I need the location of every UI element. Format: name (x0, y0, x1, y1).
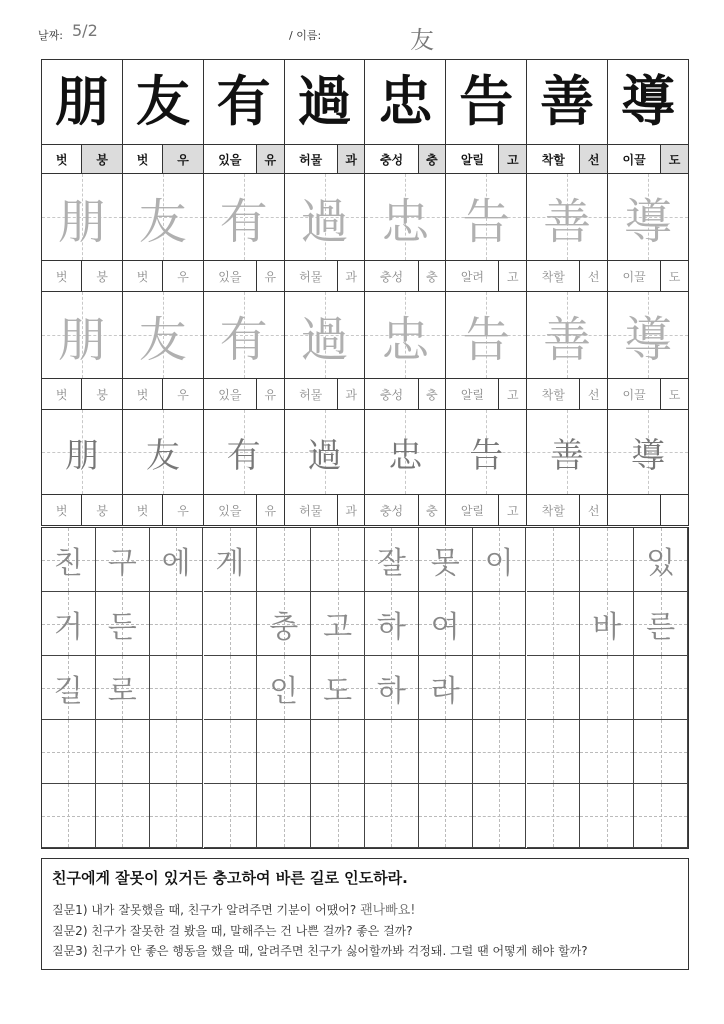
meaning-cell: 허물 (284, 495, 337, 526)
trace-char: 導 (624, 193, 673, 250)
grid-cell (527, 720, 581, 784)
grid-cell (634, 784, 688, 848)
sound-cell: 우 (163, 261, 203, 292)
grid-cell (96, 784, 150, 848)
grid-char: 구 (107, 545, 137, 581)
trace-cell (527, 292, 608, 379)
meaning-cell: 착할 (527, 379, 580, 410)
grid-cell (42, 528, 96, 592)
grid-cell (257, 528, 311, 592)
sound-cell: 선 (580, 379, 608, 410)
grid-cell (311, 592, 365, 656)
grid-cell (580, 784, 634, 848)
grid-cell (311, 784, 365, 848)
trace-char: 導 (631, 435, 666, 476)
grid-cell (419, 528, 473, 592)
grid-cell (580, 592, 634, 656)
meaning-cell (608, 495, 661, 526)
grid-char: 여 (430, 609, 460, 645)
hanja-char: 朋 (54, 70, 109, 133)
trace-cell (527, 174, 608, 261)
grid-char (473, 784, 526, 847)
sound-cell: 유 (256, 495, 284, 526)
grid-cell (42, 656, 96, 720)
trace-char: 告 (462, 193, 511, 250)
grid-char (150, 784, 203, 847)
grid-char (150, 592, 203, 655)
grid-cell (419, 720, 473, 784)
grid-char: 바 (592, 609, 622, 645)
grid-char (257, 528, 310, 591)
grid-char: 친 (53, 545, 83, 581)
trace-cell (608, 410, 689, 495)
meaning-cell: 착할 (527, 145, 580, 174)
trace-char: 朋 (64, 435, 99, 476)
grid-char (580, 784, 633, 847)
grid-cell (365, 656, 419, 720)
grid-char (634, 784, 687, 847)
grid-cell (150, 784, 204, 848)
grid-char: 잘 (376, 545, 406, 581)
grid-char (311, 720, 364, 783)
grid-char (580, 528, 633, 591)
grid-cell (473, 592, 527, 656)
grid-char (527, 656, 580, 719)
grid-cell (42, 720, 96, 784)
grid-char (473, 720, 526, 783)
trace-cell (284, 174, 365, 261)
grid-char (42, 720, 95, 783)
grid-cell (473, 656, 527, 720)
hanja-cell (446, 60, 527, 145)
grid-cell (150, 656, 204, 720)
grid-cell (150, 592, 204, 656)
grid-cell (204, 656, 258, 720)
trace-cell (284, 410, 365, 495)
trace-char: 有 (226, 435, 261, 476)
sound-cell: 충 (418, 495, 446, 526)
sound-cell: 충 (418, 261, 446, 292)
grid-char (96, 784, 149, 847)
hanja-char: 善 (540, 70, 595, 133)
trace-char: 朋 (57, 193, 106, 250)
meaning-cell: 알릴 (446, 495, 499, 526)
sound-cell: 붕 (82, 379, 122, 410)
trace-char: 告 (469, 435, 504, 476)
grid-cell (580, 720, 634, 784)
trace-row (42, 292, 689, 379)
grid-cell (527, 528, 581, 592)
meaning-cell: 이끌 (608, 261, 661, 292)
grid-char (527, 528, 580, 591)
trace-char: 善 (550, 435, 585, 476)
meaning-cell: 착할 (527, 495, 580, 526)
trace-char: 忠 (388, 435, 423, 476)
grid-cell (634, 592, 688, 656)
question-1-text: 질문1) 내가 잘못했을 때, 친구가 알려주면 기분이 어땠어? (52, 903, 357, 917)
sound-cell: 도 (661, 261, 689, 292)
hanja-char: 過 (297, 70, 352, 133)
grid-char (580, 656, 633, 719)
meaning-cell: 이끌 (608, 145, 661, 174)
trace-char: 友 (138, 193, 187, 250)
grid-cell (204, 592, 258, 656)
grid-cell (257, 784, 311, 848)
trace-char: 友 (138, 311, 187, 368)
grid-char (257, 784, 310, 847)
handwritten-meaning-row (42, 261, 689, 292)
grid-char (634, 656, 687, 719)
writing-grid (41, 527, 689, 849)
meaning-cell: 있을 (203, 495, 256, 526)
grid-cell (365, 720, 419, 784)
grid-cell (257, 720, 311, 784)
sound-cell: 선 (580, 261, 608, 292)
handwritten-meaning-row (42, 379, 689, 410)
trace-char: 過 (307, 435, 342, 476)
meaning-cell: 충성 (365, 145, 418, 174)
trace-cell (203, 292, 284, 379)
grid-cell (311, 528, 365, 592)
meaning-row (42, 145, 689, 174)
sound-cell: 붕 (82, 145, 122, 174)
meaning-cell: 벗 (42, 495, 82, 526)
trace-char: 忠 (381, 311, 430, 368)
sound-cell: 충 (418, 145, 446, 174)
trace-cell (284, 292, 365, 379)
trace-cell (365, 292, 446, 379)
sound-cell: 고 (499, 495, 527, 526)
grid-cell (419, 592, 473, 656)
trace-cell (203, 410, 284, 495)
trace-char: 導 (624, 311, 673, 368)
meaning-cell: 있을 (203, 379, 256, 410)
grid-char (204, 656, 257, 719)
meaning-cell: 허물 (284, 261, 337, 292)
name-scribble: 友 (410, 26, 434, 54)
sound-cell: 충 (418, 379, 446, 410)
trace-cell (608, 292, 689, 379)
grid-cell (204, 720, 258, 784)
grid-char (419, 720, 472, 783)
grid-cell (473, 720, 527, 784)
hanja-char: 友 (135, 70, 190, 133)
sound-cell: 유 (256, 379, 284, 410)
grid-cell (527, 592, 581, 656)
hanja-cell (365, 60, 446, 145)
grid-char: 른 (646, 609, 676, 645)
grid-char: 인 (269, 673, 299, 709)
trace-char: 有 (219, 311, 268, 368)
sound-cell: 과 (337, 379, 365, 410)
grid-cell (473, 528, 527, 592)
grid-char (473, 656, 526, 719)
trace-cell (446, 410, 527, 495)
trace-cell (42, 292, 123, 379)
grid-char: 하 (376, 609, 406, 645)
grid-cell (634, 720, 688, 784)
grid-cell (257, 592, 311, 656)
trace-cell (42, 410, 123, 495)
grid-char (42, 784, 95, 847)
meaning-cell: 충성 (365, 261, 418, 292)
hanja-char: 忠 (378, 70, 433, 133)
question-2: 질문2) 친구가 잘못한 걸 봤을 때, 말해주는 건 나쁜 걸까? 좋은 걸까? (52, 924, 413, 938)
meaning-cell: 충성 (365, 379, 418, 410)
grid-char (527, 720, 580, 783)
grid-char (365, 784, 418, 847)
grid-cell (365, 784, 419, 848)
grid-char (311, 528, 364, 591)
sound-cell: 붕 (82, 495, 122, 526)
grid-char (204, 784, 257, 847)
trace-cell (527, 410, 608, 495)
grid-char (204, 720, 257, 783)
grid-char: 못 (430, 545, 460, 581)
grid-char: 거 (53, 609, 83, 645)
grid-char: 라 (430, 673, 460, 709)
date-label: 날짜: (38, 29, 63, 42)
hanja-cell (608, 60, 689, 145)
grid-cell (634, 528, 688, 592)
grid-char (580, 720, 633, 783)
grid-char (365, 720, 418, 783)
trace-char: 善 (543, 311, 592, 368)
meaning-cell: 착할 (527, 261, 580, 292)
name-label: / 이름: (289, 29, 322, 42)
question-3: 질문3) 친구가 안 좋은 행동을 했을 때, 알려주면 친구가 싫어할까봐 걱정돼. 그럴 땐 어떻게 해야 할까? (52, 944, 588, 958)
trace-cell (446, 292, 527, 379)
question-box (41, 858, 689, 970)
grid-char (150, 720, 203, 783)
grid-cell (150, 720, 204, 784)
grid-cell (311, 720, 365, 784)
date-value: 5/2 (72, 21, 98, 40)
grid-char (634, 720, 687, 783)
grid-char: 로 (107, 673, 137, 709)
trace-char: 忠 (381, 193, 430, 250)
grid-char: 충 (269, 609, 299, 645)
grid-cell (365, 592, 419, 656)
hanja-cell (42, 60, 123, 145)
grid-cell (580, 528, 634, 592)
grid-cell (42, 592, 96, 656)
grid-char: 고 (323, 609, 353, 645)
sound-cell (661, 495, 689, 526)
grid-char: 든 (107, 609, 137, 645)
grid-cell (311, 656, 365, 720)
meaning-cell: 벗 (42, 261, 82, 292)
meaning-cell: 벗 (42, 145, 82, 174)
grid-char (257, 720, 310, 783)
sound-cell: 도 (661, 145, 689, 174)
grid-char: 있 (646, 545, 676, 581)
grid-char (527, 784, 580, 847)
trace-cell (203, 174, 284, 261)
grid-cell (527, 656, 581, 720)
trace-char: 朋 (57, 311, 106, 368)
sound-cell: 붕 (82, 261, 122, 292)
grid-cell (96, 592, 150, 656)
meaning-cell: 알려 (446, 261, 499, 292)
grid-cell (580, 656, 634, 720)
grid-char (96, 720, 149, 783)
grid-cell (150, 528, 204, 592)
sound-cell: 과 (337, 261, 365, 292)
trace-char: 過 (300, 193, 349, 250)
grid-cell (365, 528, 419, 592)
hanja-row (42, 60, 689, 145)
trace-char: 善 (543, 193, 592, 250)
meaning-cell: 충성 (365, 495, 418, 526)
meaning-cell: 벗 (122, 379, 162, 410)
trace-char: 有 (219, 193, 268, 250)
grid-char (311, 784, 364, 847)
meaning-cell: 이끌 (608, 379, 661, 410)
trace-cell (608, 174, 689, 261)
trace-cell (122, 174, 203, 261)
trace-cell (122, 410, 203, 495)
grid-cell (204, 528, 258, 592)
grid-cell (96, 528, 150, 592)
meaning-cell: 벗 (122, 145, 162, 174)
grid-cell (473, 784, 527, 848)
copy-row (42, 410, 689, 495)
grid-char: 도 (323, 673, 353, 709)
grid-char (150, 656, 203, 719)
trace-cell (42, 174, 123, 261)
grid-cell (96, 720, 150, 784)
sound-cell: 도 (661, 379, 689, 410)
meaning-cell: 있을 (203, 261, 256, 292)
meaning-cell: 벗 (122, 495, 162, 526)
question-1 (52, 900, 678, 921)
grid-char (204, 592, 257, 655)
grid-cell (527, 784, 581, 848)
grid-cell (42, 784, 96, 848)
meaning-cell: 벗 (42, 379, 82, 410)
sound-cell: 우 (163, 145, 203, 174)
sound-cell: 우 (163, 495, 203, 526)
sound-cell: 선 (580, 145, 608, 174)
grid-cell (419, 784, 473, 848)
grid-char (527, 592, 580, 655)
meaning-cell: 벗 (122, 261, 162, 292)
meaning-cell: 있을 (203, 145, 256, 174)
trace-char: 告 (462, 311, 511, 368)
grid-char (473, 592, 526, 655)
grid-cell (96, 656, 150, 720)
meaning-cell: 알릴 (446, 145, 499, 174)
trace-char: 友 (145, 435, 180, 476)
grid-char: 게 (215, 545, 245, 581)
trace-cell (365, 174, 446, 261)
grid-char: 길 (53, 673, 83, 709)
trace-cell (365, 410, 446, 495)
sound-cell: 고 (499, 379, 527, 410)
hanja-cell (122, 60, 203, 145)
answer-1: 괜나빠요! (360, 903, 416, 918)
sound-cell: 고 (499, 145, 527, 174)
grid-char (419, 784, 472, 847)
meaning-cell: 허물 (284, 145, 337, 174)
hanja-char: 導 (621, 70, 676, 133)
trace-char: 過 (300, 311, 349, 368)
grid-cell (257, 656, 311, 720)
proverb-title: 친구에게 잘못이 있거든 충고하여 바른 길로 인도하라. (52, 869, 408, 887)
meaning-cell: 알릴 (446, 379, 499, 410)
sound-cell: 우 (163, 379, 203, 410)
grid-char: 이 (484, 545, 514, 581)
grid-char: 하 (376, 673, 406, 709)
sound-cell: 과 (337, 145, 365, 174)
sound-cell: 선 (580, 495, 608, 526)
grid-cell (204, 784, 258, 848)
meaning-cell: 허물 (284, 379, 337, 410)
hanja-char: 有 (216, 70, 271, 133)
hanja-cell (284, 60, 365, 145)
sound-cell: 유 (256, 145, 284, 174)
grid-cell (634, 656, 688, 720)
sound-cell: 과 (337, 495, 365, 526)
hanja-cell (527, 60, 608, 145)
hanja-practice-table (41, 59, 689, 526)
handwritten-meaning-row (42, 495, 689, 526)
hanja-char: 告 (459, 70, 514, 133)
sound-cell: 고 (499, 261, 527, 292)
grid-cell (419, 656, 473, 720)
trace-cell (446, 174, 527, 261)
trace-row (42, 174, 689, 261)
grid-char: 에 (161, 545, 191, 581)
hanja-cell (203, 60, 284, 145)
sound-cell: 유 (256, 261, 284, 292)
trace-cell (122, 292, 203, 379)
